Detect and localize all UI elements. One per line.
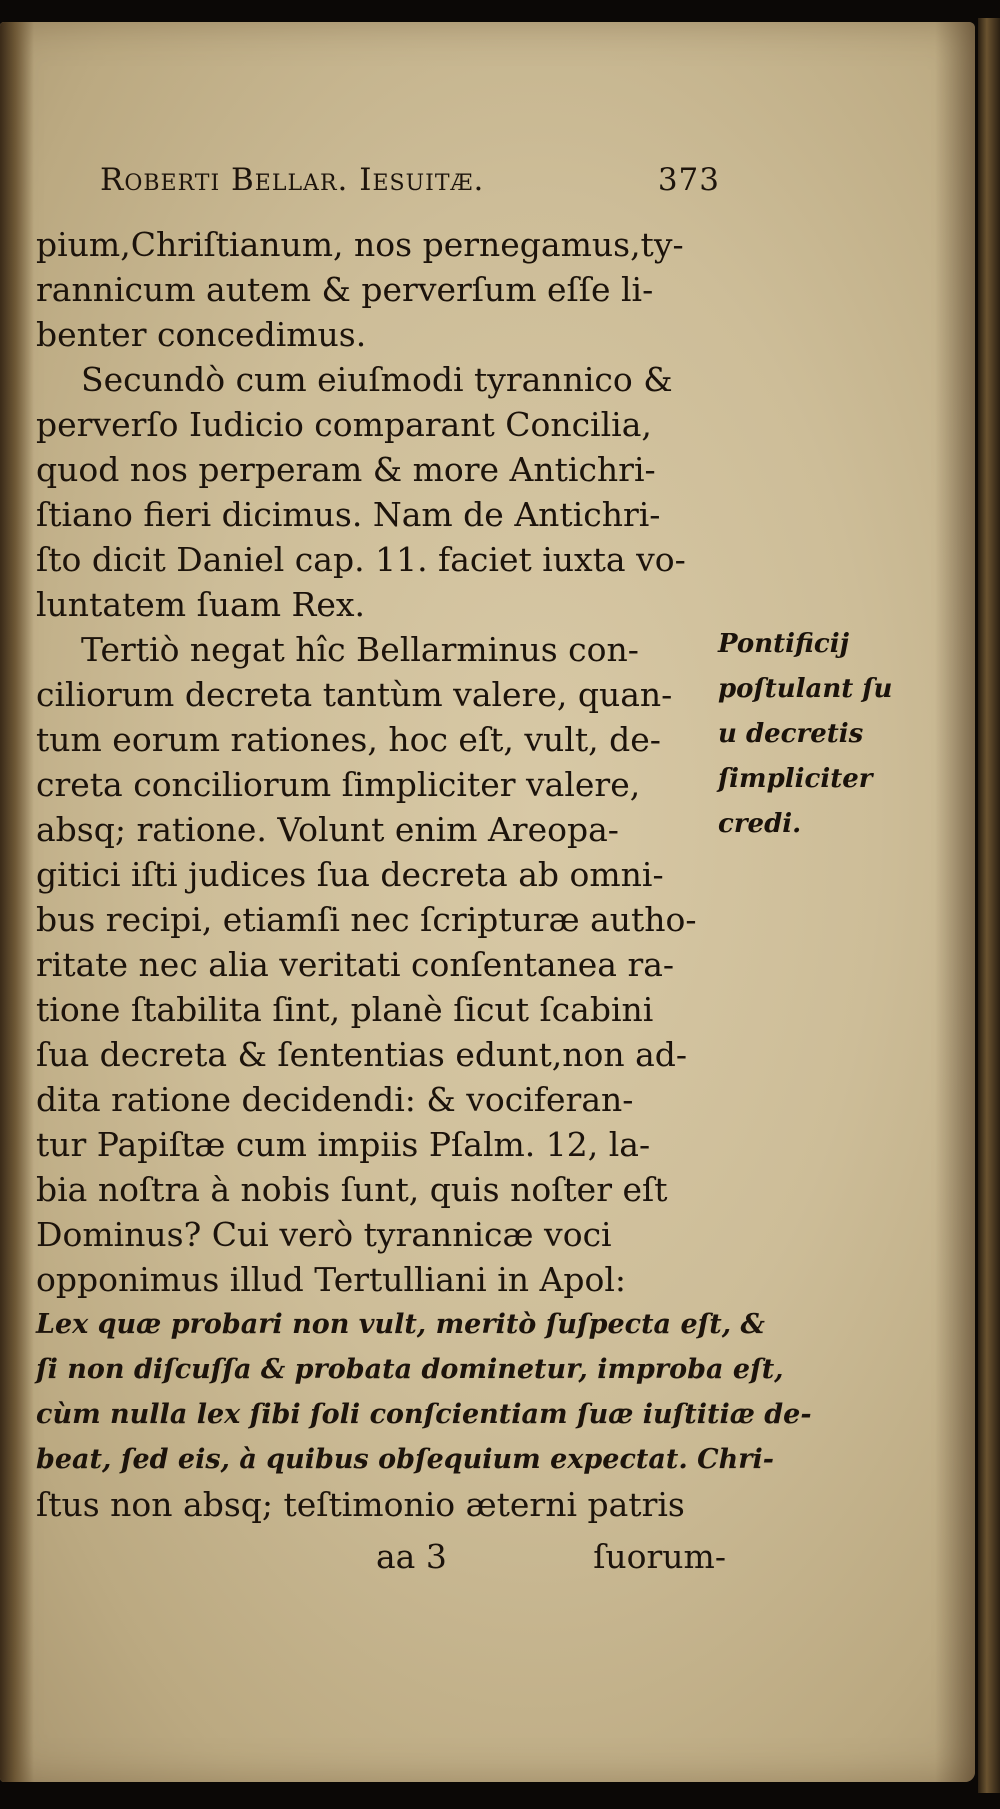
catch-line (36, 1537, 726, 1583)
text-line: beat, ſed eis, à quibus obſequium expectat. Chri- (36, 1444, 774, 1475)
text-line: Secundò cum eiuſmodi tyrannico & (81, 360, 673, 399)
running-header (100, 162, 720, 206)
marginal-note-line: Pontificij (718, 629, 850, 659)
marginal-note-line: u decretis (718, 719, 864, 749)
text-line: Tertiò negat hîc Bellarminus con- (81, 630, 639, 669)
marginal-note (718, 622, 893, 847)
text-line: dita ratione decidendi: & vociferan- (36, 1080, 634, 1119)
book-page (0, 22, 975, 1782)
text-line: opponimus illud Tertulliani in Apol: (36, 1260, 626, 1299)
text-line: rannicum autem & perverſum eſſe li- (36, 270, 654, 309)
running-title: Roberti Bellar. Iesuitæ. (100, 162, 485, 198)
text-line: ſi non diſcuſſa & probata dominetur, improba eſt, (36, 1354, 784, 1385)
text-line: ſto dicit Daniel cap. 11. faciet iuxta vo- (36, 540, 686, 579)
catchword: ſuorum- (593, 1537, 726, 1576)
text-line: tione ſtabilita ſint, planè ſicut ſcabini (36, 990, 654, 1029)
text-line: bia noſtra à nobis ſunt, quis noſter eſt (36, 1170, 668, 1209)
text-line: bus recipi, etiamſi nec ſcripturæ autho- (36, 900, 697, 939)
text-line: tur Papiſtæ cum impiis Pſalm. 12, la- (36, 1125, 651, 1164)
text-line: luntatem ſuam Rex. (36, 585, 365, 624)
text-line: tum eorum rationes, hoc eſt, vult, de- (36, 720, 661, 759)
text-line: ciliorum decreta tantùm valere, quan- (36, 675, 673, 714)
text-line: ſtus non absq; teſtimonio æterni patris (36, 1485, 685, 1524)
text-line: creta conciliorum ſimpliciter valere, (36, 765, 641, 804)
text-line: ſtiano fieri dicimus. Nam de Antichri- (36, 495, 661, 534)
text-line: cùm nulla lex ſibi ſoli conſcientiam ſuæ iuſtitiæ de- (36, 1399, 812, 1430)
marginal-note-line: credi. (718, 809, 802, 839)
text-line: gitici iſti judices ſua decreta ab omni- (36, 855, 664, 894)
text-line: quod nos perperam & more Antichri- (36, 450, 656, 489)
page-number: 373 (657, 162, 720, 198)
text-line: Dominus? Cui verò tyrannicæ voci (36, 1215, 612, 1254)
text-line: Lex quæ probari non vult, meritò ſuſpecta eſt, & (36, 1309, 765, 1340)
text-line: benter concedimus. (36, 315, 367, 354)
text-line: ritate nec alia veritati conſentanea ra- (36, 945, 675, 984)
text-line: absq; ratione. Volunt enim Areopa- (36, 810, 619, 849)
marginal-note-line: poſtulant ſu (718, 674, 893, 704)
text-line: perverſo Iudicio comparant Concilia, (36, 405, 652, 444)
book-edge (978, 18, 1000, 1793)
text-line: pium,Chriſtianum, nos pernegamus,ty- (36, 225, 684, 264)
signature-mark: aa 3 (376, 1537, 447, 1576)
page-gutter (0, 22, 34, 1782)
marginal-note-line: ſimpliciter (718, 764, 873, 794)
text-line: ſua decreta & ſententias edunt,non ad- (36, 1035, 688, 1074)
